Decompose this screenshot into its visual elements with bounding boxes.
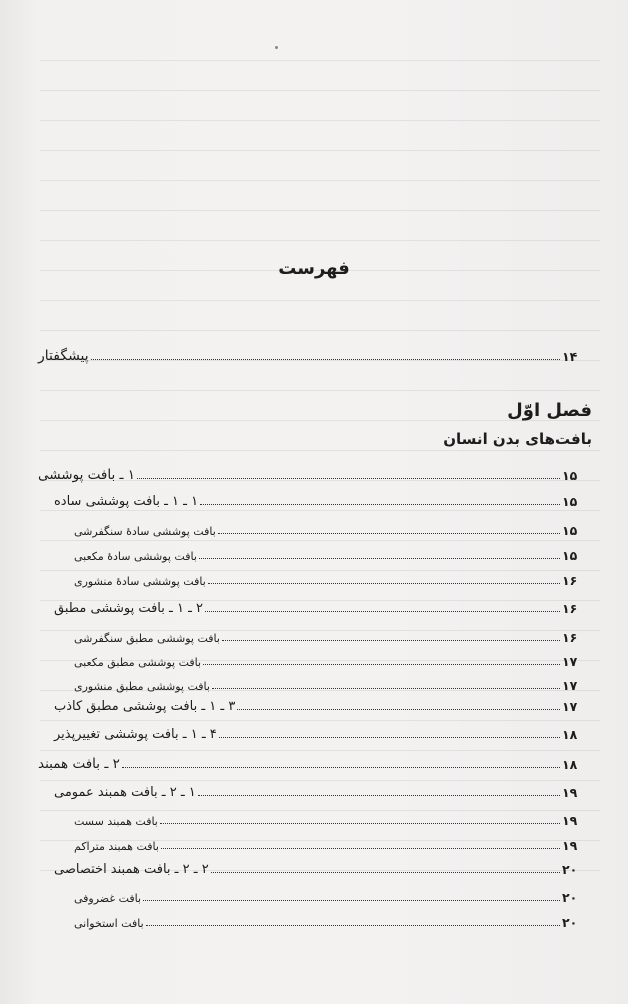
- toc-label: ۱ ـ بافت پوششی: [38, 467, 136, 483]
- toc-label: ۲ ـ بافت همبند: [38, 756, 120, 772]
- toc-page-number: ۲۰: [562, 890, 578, 905]
- toc-page-number: ۲۰: [562, 915, 578, 930]
- toc-label: بافت پوششی سادهٔ منشوری: [74, 575, 206, 588]
- leader-dots: [237, 708, 560, 710]
- toc-label: ۲ ـ ۲ ـ بافت همبند اختصاصی: [54, 862, 209, 877]
- toc-label: بافت پوششی سادهٔ مکعبی: [74, 550, 197, 563]
- leader-dots: [137, 477, 560, 479]
- toc-entry: [72, 623, 592, 645]
- toc-page-number: ۱۵: [562, 548, 578, 563]
- toc-entry: [72, 647, 592, 669]
- leader-dots: [219, 736, 560, 738]
- toc-entry: [36, 750, 592, 772]
- leader-dots: [161, 847, 560, 849]
- leader-dots: [160, 822, 560, 824]
- toc-page-number: ۱۶: [562, 573, 578, 588]
- toc-entry: [72, 908, 592, 930]
- toc-label: ۱ ـ ۱ ـ بافت پوششی ساده: [54, 494, 199, 509]
- page-speck: [275, 46, 278, 49]
- leader-dots: [122, 766, 560, 768]
- leader-dots: [218, 532, 560, 534]
- toc-entry: [72, 806, 592, 828]
- toc-label: بافت استخوانی: [74, 917, 144, 930]
- toc-entry: [52, 487, 592, 509]
- leader-dots: [91, 358, 560, 360]
- toc-label: ۱ ـ ۲ ـ بافت همبند عمومی: [54, 785, 196, 800]
- toc-page-number: ۲۰: [562, 862, 578, 877]
- toc-entry: [52, 778, 592, 800]
- toc-page-number: ۱۶: [562, 601, 578, 616]
- toc-page-number: ۱۷: [562, 678, 578, 693]
- leader-dots: [212, 687, 560, 689]
- chapter-heading: فصل اوّل: [507, 400, 592, 421]
- leader-dots: [203, 663, 560, 665]
- toc-label: بافت غضروفی: [74, 892, 142, 905]
- leader-dots: [198, 794, 560, 796]
- toc-page-number: ۱۵: [562, 523, 578, 538]
- toc-label: ۴ ـ ۱ ـ بافت پوششی تغییرپذیر: [54, 727, 217, 742]
- toc-entry: [72, 883, 592, 905]
- toc-page-number: ۱۹: [562, 813, 578, 828]
- chapter-subtitle: بافت‌های بدن انسان: [443, 430, 592, 448]
- toc-label: بافت همبند سست: [74, 815, 158, 828]
- leader-dots: [208, 582, 560, 584]
- toc-entry: [72, 566, 592, 588]
- leader-dots: [200, 503, 560, 505]
- toc-page-number: ۱۹: [562, 785, 578, 800]
- toc-page-number: ۱۵: [562, 468, 578, 483]
- toc-page-number: ۱۷: [562, 699, 578, 714]
- toc-label: بافت پوششی مطبق منشوری: [74, 680, 210, 693]
- leader-dots: [146, 924, 560, 926]
- leader-dots: [199, 557, 560, 559]
- leader-dots: [222, 639, 560, 641]
- toc-entry: [72, 541, 592, 563]
- page-title: فهرست: [278, 258, 350, 279]
- toc-page-number: ۱۷: [562, 654, 578, 669]
- toc-page-number: ۱۹: [562, 838, 578, 853]
- leader-dots: [205, 610, 560, 612]
- toc-page-number: ۱۸: [562, 757, 578, 772]
- toc-entry: [72, 671, 592, 693]
- toc-label: بافت پوششی مطبق مکعبی: [74, 656, 202, 669]
- toc-label: ۲ ـ ۱ ـ بافت پوششی مطبق: [54, 601, 203, 616]
- toc-page-number: ۱۶: [562, 630, 578, 645]
- toc-page-number: ۱۵: [562, 494, 578, 509]
- toc-entry: [52, 692, 592, 714]
- toc-label: بافت پوششی سادهٔ سنگفرشی: [74, 525, 216, 538]
- toc-entry: [52, 720, 592, 742]
- toc-label: ۳ ـ ۱ ـ بافت پوششی مطبق کاذب: [54, 699, 236, 714]
- toc-label: بافت همبند متراکم: [74, 840, 159, 853]
- toc-entry: [52, 594, 592, 616]
- toc-entry: [36, 461, 592, 483]
- toc-entry: [52, 855, 592, 877]
- leader-dots: [143, 899, 560, 901]
- toc-label: بافت پوششی مطبق سنگفرشی: [74, 632, 220, 645]
- toc-page-number: ۱۴: [562, 349, 578, 364]
- toc-entry: [72, 516, 592, 538]
- toc-label: پیشگفتار: [38, 348, 89, 364]
- toc-page-number: ۱۸: [562, 727, 578, 742]
- leader-dots: [211, 871, 560, 873]
- toc-entry-preface: [36, 342, 592, 364]
- toc-entry: [72, 831, 592, 853]
